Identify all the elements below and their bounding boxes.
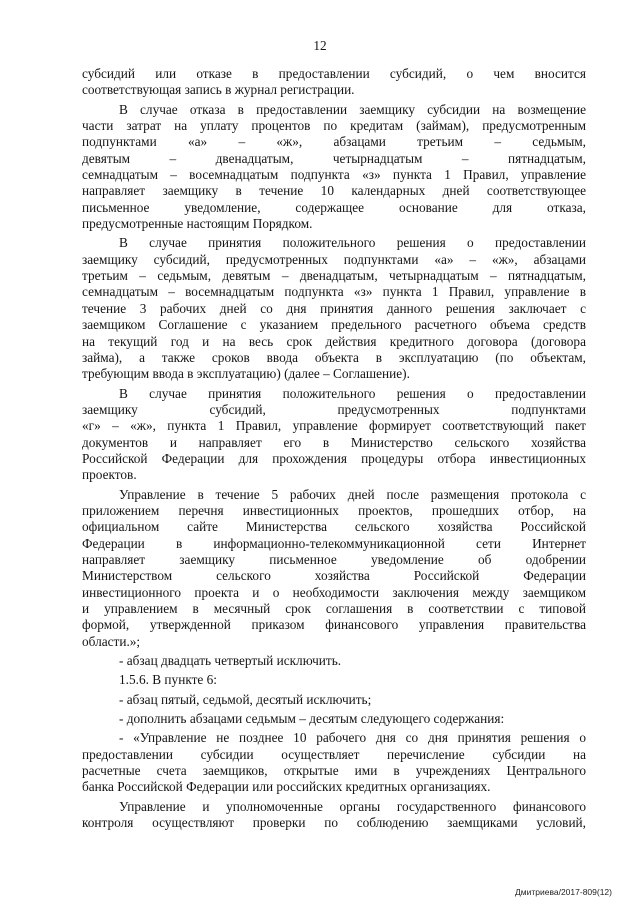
paragraph [82,653,586,669]
text-line: требующим ввода в эксплуатацию) (далее – Соглашение). [82,366,410,382]
text-line: подпунктами «а» – «ж», абзацами третьим – седьмым, [82,134,586,150]
text-line: - дополнить абзацами седьмым – десятым следующего содержания: [119,711,505,727]
text-line: заемщику субсидий, предусмотренных подпунктами [82,401,586,417]
text-line: В случае отказа в предоставлении заемщику субсидии на возмещение [119,101,586,117]
text-line: Управление и уполномоченные органы государственного финансового [119,798,586,814]
text-line: области.»; [82,633,141,649]
paragraph [82,711,586,727]
text-line: на текущий год и на весь срок действия кредитного договора (договора [82,333,586,349]
text-line: девятым – двенадцатым, четырнадцатым – пятнадцатым, [82,150,586,166]
text-line: В случае принятия положительного решения о предоставлении [119,385,586,401]
paragraph [82,102,586,233]
text-line: семнадцатым – восемнадцатым подпункта «з» пункта 1 Правил, управление [82,167,586,183]
text-line: и управлением в месячный срок соглашения в соответствии с типовой [82,601,586,616]
page-number: 12 [313,38,327,53]
text-line: проектов. [82,467,137,483]
text-line: - абзац двадцать четвертый исключить. [119,653,342,669]
text-line: части затрат на уплату процентов по кредитам (займам), предусмотренным [82,118,586,134]
paragraph [82,235,586,382]
text-line: Министерством сельского хозяйства Российской Федерации [82,568,586,584]
text-line: направляет заемщику в течение 10 календарных дней соответствующее [82,183,586,199]
text-line: банка Российской Федерации или российских кредитных организациях. [82,779,491,795]
text-line: течение 3 рабочих дней со дня принятия данного решения заключает с [82,300,586,316]
text-line: - абзац пятый, седьмой, десятый исключить; [119,691,372,707]
text-line: семнадцатым – восемнадцатым подпункта «з» пункта 1 Правил, управление в [82,284,586,300]
paragraph [82,66,586,99]
text-line: - «Управление не позднее 10 рабочего дня со дня принятия решения о [119,730,586,746]
paragraph [82,692,586,708]
text-line: третьим – седьмым, девятым – двенадцатым, четырнадцатым – пятнадцатым, [82,268,586,284]
text-line: письменное уведомление, содержащее основание для отказа, [82,199,586,215]
text-line: 1.5.6. В пункте 6: [119,672,217,688]
paragraph [82,799,586,832]
text-line: приложением перечня инвестиционных проектов, прошедших отбор, на [82,502,586,518]
text-line: «г» – «ж», пункта 1 Правил, управление формирует соответствующий пакет [82,418,586,434]
text-line: соответствующая запись в журнал регистрации. [82,82,355,98]
text-line: предоставлении субсидии осуществляет перечисление субсидии на [82,746,586,762]
paragraph [82,487,586,650]
text-line: официальном сайте Министерства сельского хозяйства Российской [82,519,586,535]
paragraph [82,730,586,795]
paragraph [82,386,586,484]
text-line: предусмотренные настоящим Порядком. [82,216,313,232]
text-line: направляет заемщику письменное уведомление об одобрении [82,551,586,567]
text-line: Федерации в информационно-телекоммуникационной сети Интернет [82,535,586,551]
text-line: инвестиционного проекта и о необходимости заключения между заемщиком [82,584,586,600]
document-body [82,66,586,834]
text-line: Российской Федерации для прохождения процедуры отбора инвестиционных [82,450,586,466]
text-line: расчетные счета заемщиков, открытые ими в учреждениях Центрального [82,763,586,779]
text-line: заемщику субсидий, предусмотренных подпунктами «а» – «ж», абзацами [82,251,586,267]
text-line: документов и направляет его в Министерство сельского хозяйства [82,434,586,450]
text-line: займа), а также сроков ввода объекта в эксплуатацию (по объектам, [82,349,586,365]
text-line: Управление в течение 5 рабочих дней после размещения протокола с [119,486,586,502]
text-line: контроля осуществляют проверки по соблюдению заемщиками условий, [82,815,586,831]
text-line: В случае принятия положительного решения о предоставлении [119,235,586,251]
text-line: формой, утвержденной приказом финансового управления правительства [82,617,586,633]
text-line: субсидий или отказе в предоставлении субсидий, о чем вносится [82,66,586,81]
text-line: заемщиком Соглашение с указанием предельного расчетного объема средств [82,317,586,333]
document-footer-code: Дмитриева/2017-809(12) [515,887,612,897]
paragraph [82,672,586,688]
